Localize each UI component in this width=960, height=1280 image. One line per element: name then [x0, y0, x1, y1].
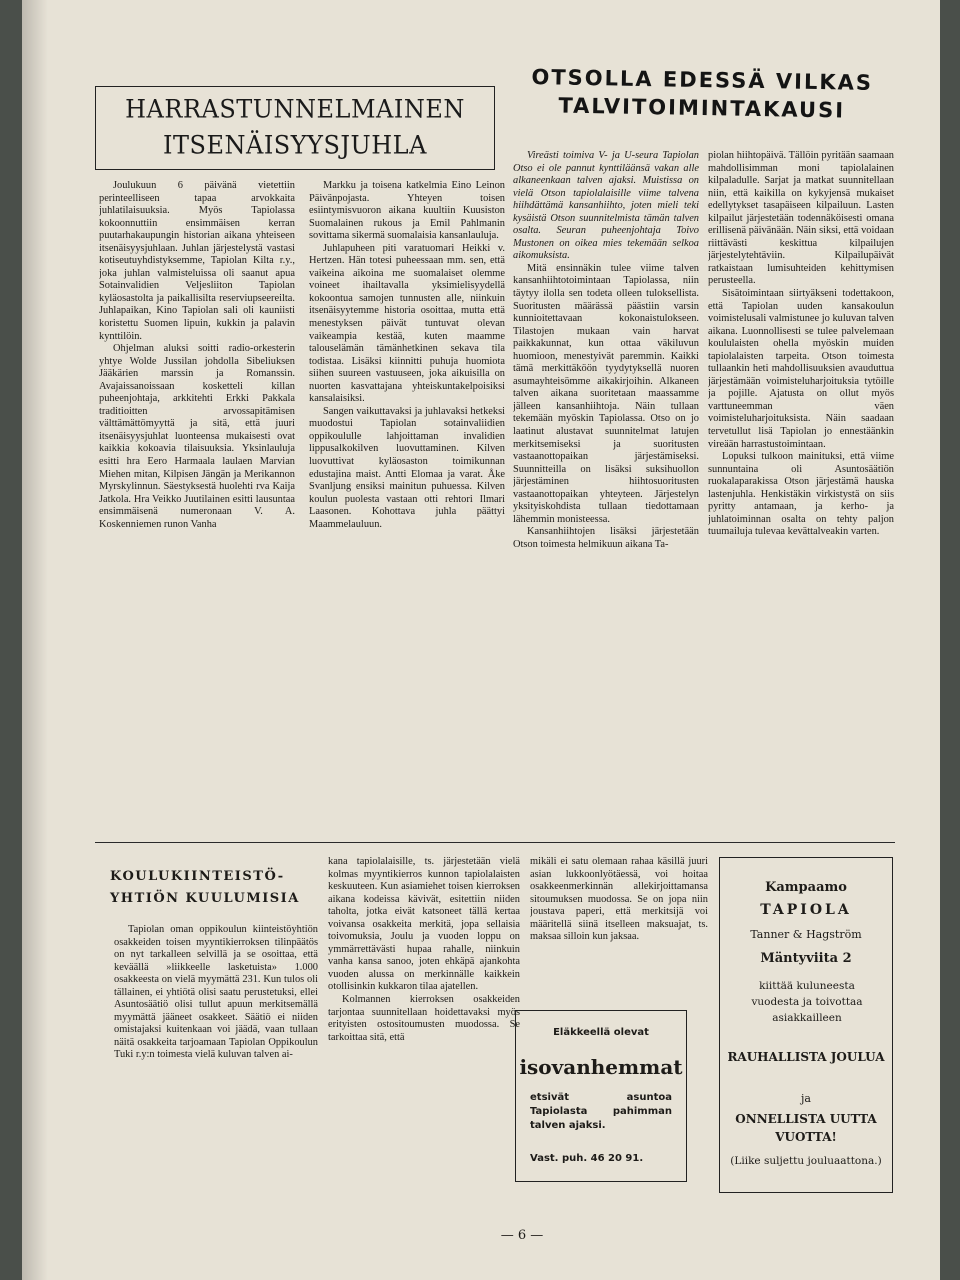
koulu-title-line2: YHTIÖN KUULUMISIA [110, 891, 300, 906]
ad-isovanhemmat-headline: isovanhemmat [519, 1055, 683, 1079]
harrastus-column-2 [309, 180, 505, 834]
paragraph: Mitä ensinnäkin tulee viime talven kansanhiihtotoimintaan Tapiolassa, niin täytyy ilolla sen todeta olleen tuloksellista. Suoritusten määrässä päästiin varsin kunnioitettavaan kokonaistulokseen. Tilastojen mukaan vain harvat paikkakunnat, kun ottaa väkiluvun huomioon, menestyivät paremmin. Kaikki tämä merkittäköön tyydytyksellä nuoren asumayhteisömme aikakirjoihin. Alkaneen talven aikana suoritetaan maassamme jälleen kansanhiihtoja. Näin tullaan tekemään myöskin Tapiolassa. Otso on jo laatinut alustavat suunnitelmat latujen merkitsemiseksi ja suoritusten vastaanottopaikan järjestämiseksi. Suunnitteilla on lisäksi suksihuollon järjestäminen hiihtosuoritusten vastaanottopaikan yhteyteen. Järjestelyn yksityiskohdista tullaan tiedottamaan lähemmin monisteessa. [513, 262, 699, 525]
page-number: — 6 — [500, 1228, 544, 1243]
otso-title [502, 63, 903, 126]
paragraph: Kolmannen kierroksen osakkeiden tarjontaa suunnitellaan hoidettavaksi myös erityisten ostositoumusten muodossa. Se tarkoittaa sitä, että [328, 994, 520, 1043]
paragraph: Sangen vaikuttavaksi ja juhlavaksi hetkeksi muodostui Tapiolan sotainvaliidien oppikoululle lahjoittaman invalidien lippusalkokilven luovuttaminen. Kilven luovuttivat kyläosaston toimikunnan edustajina maist. Antti Elomaa ja varat. Åke Svanljung ensiksi mainitun puhuessa. Kilven koulun puolesta vastaan otti rehtori Ilmari Laasonen. Kohottava juhla päättyi Maammelauluun. [309, 405, 505, 530]
koulu-column-1 [114, 924, 318, 1224]
ad-kampaamo [719, 857, 893, 1193]
ad-kampaamo-thanks: kiittää kuluneesta vuodesta ja toivottaa asiakkailleen [751, 980, 863, 1024]
ad-kampaamo-note: (Liike suljettu jouluaattona.) [730, 1155, 882, 1167]
harrastus-column-1 [99, 180, 295, 834]
paragraph: mikäli ei satu olemaan rahaa käsillä juuri asian lukkoonlyötäessä, voi hoitaa osakkeenmerkinnän allekirjoittamansa sitoumuksen muodossa. Se on jopa niin joustava paperi, että merkitsijä voi määritellä siinä itselleen maksuajat, ts. maksaa silloin kun jaksaa. [530, 856, 708, 943]
ad-kampaamo-line1: Kampaamo [765, 880, 847, 895]
ad-isovanhemmat-line1: Eläkkeellä olevat [553, 1027, 649, 1038]
otso-column-1 [513, 150, 699, 840]
paragraph: Markku ja toisena katkelmia Eino Leinon Päivänpojasta. Yhteyen toisen esiintymisvuoron aikana kuultiin Kuusiston Suomalainen rukous ja Emil Pahlmanin sovittama sikermä suomalaisia kansanlauluja. [309, 180, 505, 242]
otso-column-2 [708, 150, 894, 840]
paragraph: Lopuksi tulkoon mainituksi, että viime sunnuntaina oli Asuntosäätiön ruokalaparakissa Otson järjestämä hauska lastenjuhla. Henkistäkin virkistystä on siis pyritty antamaan, ja kerho- ja juhlatoiminnan osalta on tehty paljon tuumailuja tulevaa kevättalveakin varten. [708, 451, 894, 538]
paragraph: Sisätoimintaan siirtyäkseni todettakoon, että Tapiolan uuden kansakoulun voimistelusali valmistunee jo kuluvan talven aikana. Luonnollisesti se tulee palvelemaan koululaisten ohella myöskin muiden tapiolalaisten tarpeita. Otson toimesta tullaankin heti mahdollisuuksien avauduttua järjestämään voimisteluharjoituksia tytöille ja pojille. Ajatusta on ollut myös varttuneemman väen voimisteluharjoituksista. Näin saadaan tervetullut lisä Tapiolan jo ennestäänkin vireään harrastustoimintaan. [708, 288, 894, 450]
ad-kampaamo-ja: ja [801, 1092, 811, 1105]
paragraph: kana tapiolalaisille, ts. järjestetään vielä kolmas myyntikierros kunnon tapiolalaisten keskuuteen. Kun asiamiehet toisen kierroksen aikana kodeissa kävivät, esitettiin niiden taholta, jotka eivät katsoneet tällä kertaa voivansa osakkeita merkitä, jopa sellaisia toivomuksia, Joulu ja vuoden loppu on ymmärrettävästi hupaa rahalle, niinkuin vanha kansa sanoo, joten ehkäpä ajankohta vuoden alussa on merkinnälle kaikkein otollisinkin kukkaron tilaa ajatellen. [328, 856, 520, 993]
paragraph: Ohjelman aluksi soitti radio-orkesterin yhtye Wolde Jussilan johdolla Sibeliuksen Jääkärien marssin ja Romanssin. Avajaissanoissaan kosketteli killan puheenjohtaja, arkkitehti Erkki Pakkala traditioitten arvossapitämisen välttämättömyyttä ja sitä, että juuri itsenäisyysjuhlat luonteensa mukaisesti ovat kaikkia kokoavia tilaisuuksia. Yksinlauluja esitti hra Eero Harmaala laulaen Marvian Miehen mitan, Kilpisen Jängän ja Merikannon Myrskylinnun. Säestyksestä huolehti rva Kaija Jatkola. Hra Veikko Juutilainen esitti lausuntaa ensimmäisenä numeronaan V. A. Koskenniemen runon Vanha [99, 343, 295, 530]
koulu-column-3 [530, 856, 708, 1006]
section-divider [95, 842, 895, 843]
harrastus-title-line1: HARRASTUNNELMAINEN [125, 94, 465, 124]
otso-title-line2: TALVITOIMINTAKAUSI [558, 93, 846, 123]
paragraph: Joulukuun 6 päivänä vietettiin perinteelliseen tapaa arvokkaita juhlatilaisuuksia. Myös Tapiolassa kokoonnuttiin ensimmäisen kerran puutarhakaupungin historian aikana yhteiseen itsenäisyysjuhlaan. Juhlan järjestelystä vastasi kotiseutuyhdistyksemme, Tapiolan Kilta r.y., joka juhlan valmisteluissa oli saanut apua Sotainvalidien Veljesliiton Tapiolan kyläosastolta ja paikallisilta reserviupseereilta. Juhlapaikan, Kino Tapiolan sali oli kauniisti koristettu Suomen lipuin, kukkin ja palavin kynttilöin. [99, 180, 295, 342]
ad-isovanhemmat-phone: Vast. puh. 46 20 91. [530, 1153, 644, 1164]
paragraph: piolan hiihtopäivä. Tällöin pyritään saamaan mahdollisimman moni tapiolalainen kilpaladulle. Sarjat ja matkat suunnitellaan niin, että kaikilla on kykyjensä mukaiset edellytykset tasapäiseen kilpailuun. Lasten kilpailut järjestetään todennäköisesti omana erillisenä päivänään. Näin siksi, että voidaan riittävästi keskittua kilpailujen järjestelytehtäviin. Kilpailupäivät ratkaistaan lumisuhteiden kehittymisen perusteella. [708, 150, 894, 287]
paragraph: Tapiolan oman oppikoulun kiinteistöyhtiön osakkeiden toisen myyntikierroksen tilinpäätös on nyt tarkalleen selvillä ja se osoittaa, että keväällä »liikkeelle lasketuista» 1.000 osakkeesta on vielä myymättä 231. Kun tulos oli tällainen, ei yhtiötä olisi saatu perustetuksi, ellei Asuntosäätiö olisi tullut apuun merkitsemällä myymättä jääneet osakkeet. Säätiö ei niiden omistajaksi kuitenkaan voi jäädä, vaan tullaan näitä osakkeita tarjoamaan Tapiolan Oppikoulun Tuki r.y:n toimesta vielä kuluvan talven ai- [114, 924, 318, 1061]
ad-kampaamo-greeting2: ONNELLISTA UUTTA VUOTTA! [735, 1112, 877, 1144]
koulu-title-line1: KOULUKIINTEISTÖ- [110, 869, 285, 884]
ad-kampaamo-address: Mäntyviita 2 [760, 951, 852, 966]
ad-isovanhemmat [515, 1010, 687, 1182]
koulu-column-2 [328, 856, 520, 1224]
otso-lead: Vireästi toimiva V- ja U-seura Tapiolan Otso ei ole pannut kynttiläänsä vakan alle alkaneenkaan talven ajaksi. Muistissa on vielä Otson tapiolalaisille viime talvena hiihdättämä kansanhiihto, joten mieli teki kysäistä Otson suunnitelmista tämän talven osalta. Seuran puheenjohtaja Toivo Mustonen on oikea mies tekemään selkoa aikomuksista. [513, 150, 699, 262]
harrastus-title-box [95, 86, 495, 170]
ad-kampaamo-owners: Tanner & Hagström [750, 928, 862, 941]
harrastus-title-line2: ITSENÄISYYSJUHLA [163, 130, 427, 160]
ad-kampaamo-greeting1: RAUHALLISTA JOULUA [727, 1050, 885, 1064]
ad-isovanhemmat-text: etsivät asuntoa Tapiolasta pahimman talven ajaksi. [530, 1092, 672, 1131]
paragraph: Kansanhiihtojen lisäksi järjestetään Otson toimesta helmikuun aikana Ta- [513, 526, 699, 550]
ad-kampaamo-name: TAPIOLA [760, 902, 852, 918]
otso-title-line1: OTSOLLA EDESSÄ VILKAS [531, 65, 874, 95]
paragraph: Juhlapuheen piti varatuomari Heikki v. Hertzen. Hän totesi puheessaan mm. sen, että vaikeina aikoina me suomalaiset olemme voineet ihailtavalla yksimielisyydellä kokoontua samojen tunnusten alle, niinkuin itsenäisyytemme historia osoittaa, mutta että menestyksen päivät tuntuvat olevan vaikeampia kestää, kuten maamme talouselämän tämänhetkinen sekava tila todistaa. Lisäksi kiinnitti puhuja huomiota siihen suureen vastuuseen, joka aikuisilla on nuorten kasvattajana yhteiskuntakelpoisiksi kansalaisiksi. [309, 242, 505, 405]
koulu-title [110, 866, 320, 910]
newspaper-page [22, 0, 940, 1280]
